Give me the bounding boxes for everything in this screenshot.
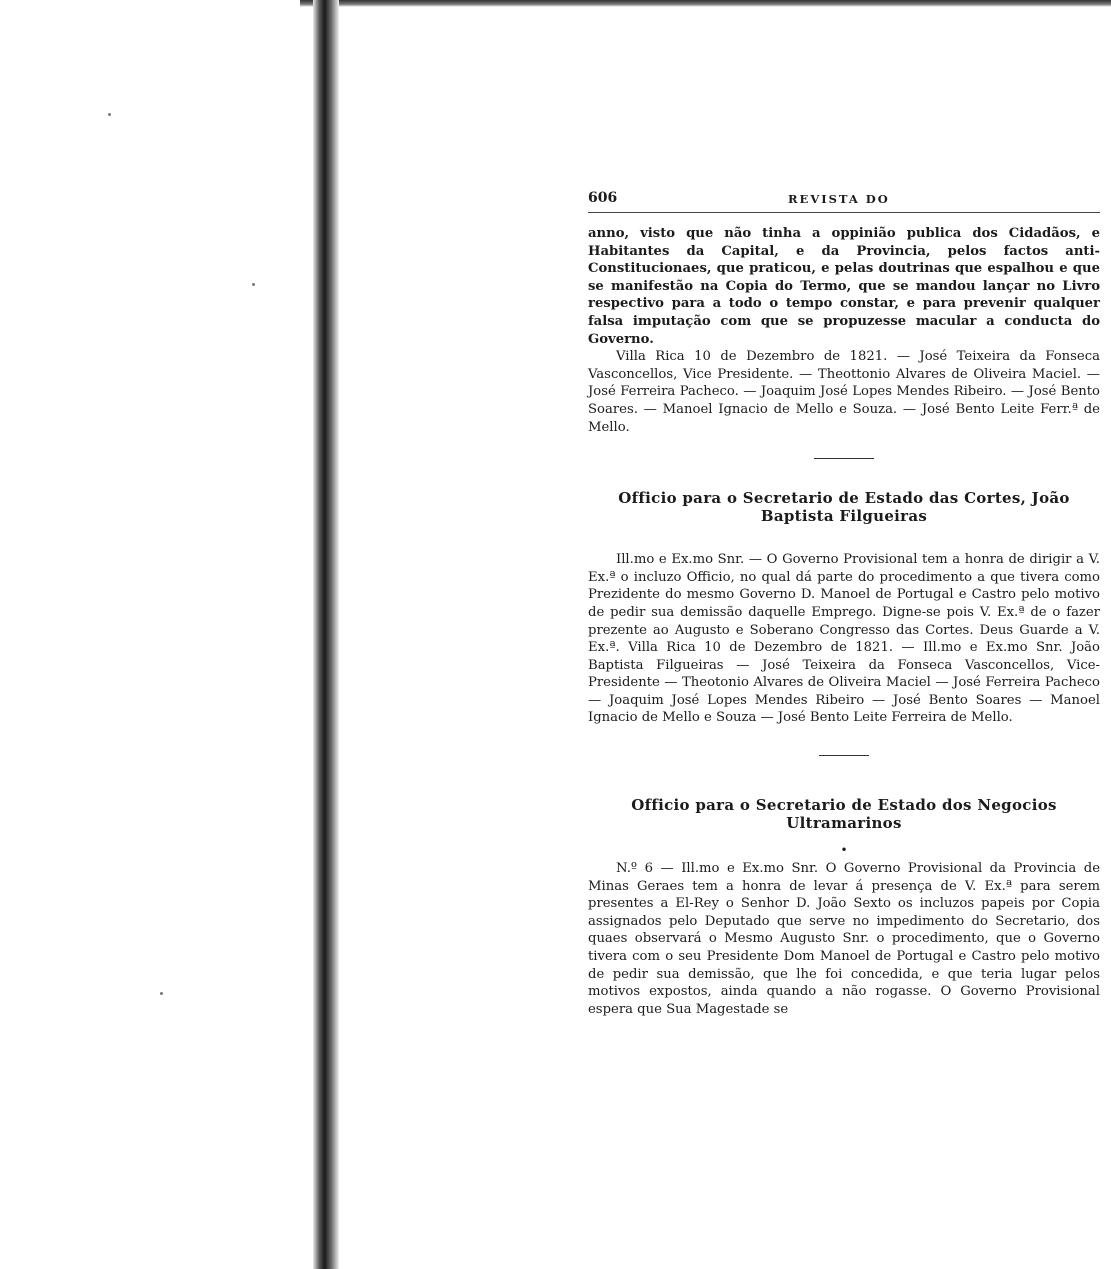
heading-line: Ultramarinos: [786, 814, 902, 833]
section-separator: [814, 458, 874, 459]
paper-speck: [160, 992, 163, 995]
page-top-edge-shadow: [300, 0, 1111, 7]
paper-speck: [252, 283, 255, 286]
heading-line: Officio para o Secretario de Estado das Cortes, João: [618, 489, 1070, 508]
heading-line: Baptista Filgueiras: [760, 507, 928, 526]
page-number: 606: [588, 190, 618, 206]
book-page: [588, 190, 1100, 1018]
heading-line: Officio para o Secretario de Estado dos Negocios: [631, 796, 1057, 815]
officio-cortes-body: Ill.mo e Ex.mo Snr. — O Governo Provisional tem a honra de dirigir a V. Ex.ª o incluzo Officio, no qual dá parte do procedimento a que tivera como Prezidente do mesmo Governo D. Manoel de Portugal e Castro pelo motivo de pedir sua demissão daquelle Emprego. Digne-se pois V. Ex.ª de o fazer prezente ao Augusto e Soberano Congresso das Cortes. Deus Guarde a V. Ex.ª. Villa Rica 10 de Dezembro de 1821. — Ill.mo e Ex.mo Snr. João Baptista Filgueiras — José Teixeira da Fonseca Vasconcellos, Vice-Presidente — Theotonio Alvares de Oliveira Maciel — José Ferreira Pacheco — Joaquim José Lopes Mendes Ribeiro — José Bento Soares — Manoel Ignacio de Mello e Souza — José Bento Leite Ferreira de Mello.: [588, 552, 1100, 726]
book-gutter: [313, 0, 339, 1269]
paper-speck: [108, 113, 111, 116]
section-heading-ultramarinos: [588, 796, 1100, 832]
officio-ultramarinos-body: N.º 6 — Ill.mo e Ex.mo Snr. O Governo Provisional da Provincia de Minas Geraes tem a honra de levar á presença de V. Ex.ª para serem presentes a El-Rey o Senhor D. João Sexto os incluzos papeis por Copia assignados pelo Deputado que serve no impedimento do Secretario, dos quaes observará o Mesmo Augusto Snr. o procedimento, que o Governo tivera com o seu Presidente Dom Manoel de Portugal e Castro pelo motivo de pedir sua demissão, que lhe foi concedida, e que teria lugar pelos motivos expostos, ainda quando a não rogasse. O Governo Provisional espera que Sua Magestade se: [588, 861, 1100, 1017]
section-heading-cortes: [588, 489, 1100, 525]
signature-paragraph: Villa Rica 10 de Dezembro de 1821. — José Teixeira da Fonseca Vasconcellos, Vice Presidente. — Theottonio Alvares de Oliveira Maciel. — José Ferreira Pacheco. — Joaquim José Lopes Mendes Ribeiro. — José Bento Soares. — Manoel Ignacio de Mello e Souza. — José Bento Leite Ferr.ª de Mello.: [588, 349, 1100, 435]
ornament-bullet: •: [840, 843, 848, 858]
continuation-paragraph: anno, visto que não tinha a oppinião publica dos Cidadãos, e Habitantes da Capital, e da Provincia, pelos factos anti-Constitucionaes, que praticou, e pelas doutrinas que espalhou e que se manifestão na Copia do Termo, que se mandou lançar no Livro respectivo para a todo o tempo constar, e para prevenir qualquer falsa imputação com que se propuzesse macular a conducta do Governo.: [588, 226, 1100, 347]
running-head: [588, 190, 1100, 212]
running-title: REVISTA DO: [788, 192, 890, 206]
section-separator: [819, 755, 869, 756]
header-rule: [588, 212, 1100, 213]
